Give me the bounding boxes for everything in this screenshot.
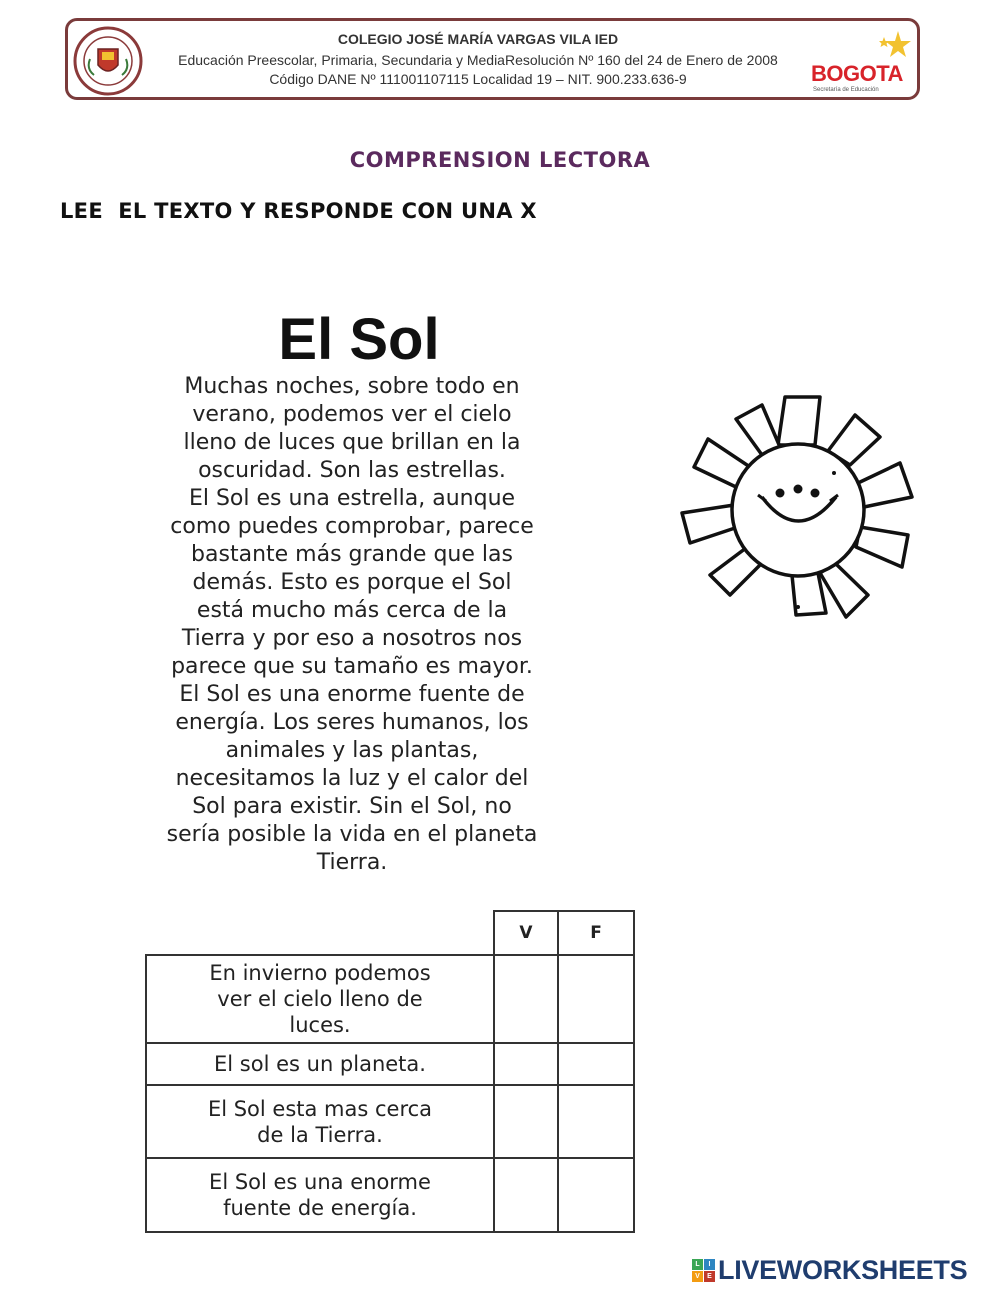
answer-box-f[interactable] [558, 1085, 634, 1158]
answer-box-v[interactable] [494, 1085, 558, 1158]
statement-line: fuente de energía. [223, 1196, 417, 1220]
reading-passage [102, 373, 602, 877]
passage-line: sería posible la vida en el planeta [166, 822, 538, 847]
answer-box-v[interactable] [494, 955, 558, 1043]
answer-box-f[interactable] [558, 1043, 634, 1085]
statement-cell [146, 955, 494, 1043]
statement-line: luces. [289, 1013, 351, 1037]
brand-mark-letter: E [704, 1271, 715, 1282]
passage-line: oscuridad. Son las estrellas. [198, 458, 506, 483]
table-row [146, 1043, 634, 1085]
passage-line: Tierra. [316, 850, 388, 875]
statement-line: En invierno podemos [209, 961, 431, 985]
passage-line: como puedes comprobar, parece [170, 514, 534, 539]
column-header-v: V [494, 911, 558, 955]
statement-line: El Sol esta mas cerca [207, 1096, 433, 1121]
brand-name: LIVEWORKSHEETS [718, 1254, 968, 1285]
school-seal-icon [72, 25, 144, 97]
passage-line: verano, podemos ver el cielo [192, 402, 512, 427]
passage-line: lleno de luces que brillan en la [183, 430, 521, 455]
liveworksheets-brand [692, 1255, 967, 1285]
passage-line: bastante más grande que las [191, 542, 513, 567]
worksheet-title: COMPRENSION LECTORA [349, 148, 651, 172]
header-text [148, 27, 808, 88]
passage-line: demás. Esto es porque el Sol [192, 570, 512, 595]
column-header-f: F [558, 911, 634, 955]
passage-line: animales y las plantas, [225, 738, 479, 763]
answer-box-f[interactable] [558, 1158, 634, 1232]
statement-line: de la Tierra. [257, 1122, 383, 1147]
answer-box-f[interactable] [558, 955, 634, 1043]
brand-mark-letter: I [704, 1259, 715, 1270]
passage-line: Tierra y por eso a nosotros nos [181, 626, 523, 651]
star-icon [878, 29, 914, 63]
table-header-row [146, 911, 634, 955]
brand-mark-icon [692, 1259, 715, 1282]
logo-word: BOGOTA [811, 61, 903, 86]
passage-line: El Sol es una enorme fuente de [179, 682, 525, 707]
logo-subtitle: Secretaría de Educación [813, 87, 879, 93]
table-row [146, 1158, 634, 1232]
statement-line: El sol es un planeta. [214, 1052, 426, 1076]
dane-line: Código DANE Nº 111001107115 Localidad 19 – NIT. 900.233.636-9 [269, 71, 687, 87]
passage-line: Sol para existir. Sin el Sol, no [192, 794, 512, 819]
statement-line: ver el cielo lleno de [217, 987, 423, 1011]
passage-line: necesitamos la luz y el calor del [175, 766, 529, 791]
passage-line: energía. Los seres humanos, los [175, 710, 529, 735]
smiling-sun-icon [650, 395, 950, 620]
header-blank-cell [146, 911, 494, 955]
answer-box-v[interactable] [494, 1043, 558, 1085]
answer-box-v[interactable] [494, 1158, 558, 1232]
passage-line: Muchas noches, sobre todo en [184, 374, 520, 399]
table-row [146, 1085, 634, 1158]
brand-mark-letter: L [692, 1259, 703, 1270]
school-name: COLEGIO JOSÉ MARÍA VARGAS VILA IED [337, 31, 619, 47]
true-false-table [145, 910, 635, 1233]
instruction-text: LEE EL TEXTO Y RESPONDE CON UNA X [60, 199, 537, 223]
passage-line: El Sol es una estrella, aunque [188, 486, 516, 511]
passage-line: parece que su tamaño es mayor. [171, 654, 533, 679]
statement-line: El Sol es una enorme [209, 1170, 431, 1194]
reading-title: El Sol [278, 307, 440, 372]
passage-line: está mucho más cerca de la [196, 598, 508, 623]
statement-cell [146, 1158, 494, 1232]
brand-mark-letter: V [692, 1271, 703, 1282]
school-header [65, 18, 920, 100]
statement-cell [146, 1085, 494, 1158]
statement-cell [146, 1043, 494, 1085]
bogota-logo [808, 29, 918, 95]
levels-line: Educación Preescolar, Primaria, Secundaria y MediaResolución Nº 160 del 24 de Enero de 2008 [178, 52, 778, 68]
table-row [146, 955, 634, 1043]
